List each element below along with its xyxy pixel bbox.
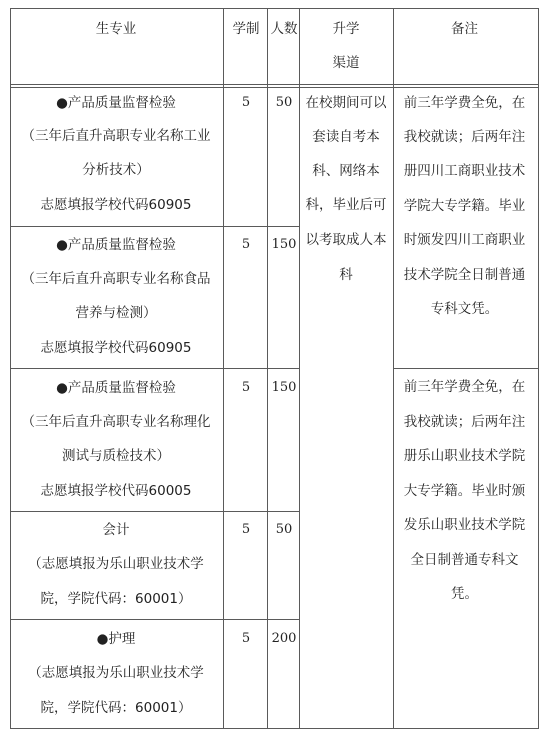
school-code: 志愿填报学校代码60905 bbox=[40, 340, 192, 356]
column-divider bbox=[267, 8, 268, 729]
row-divider bbox=[10, 619, 300, 620]
column-divider bbox=[299, 8, 300, 729]
column-divider bbox=[223, 8, 224, 729]
count-value: 150 bbox=[271, 380, 297, 395]
header-count: 人数 bbox=[270, 21, 298, 37]
major-detail: （志愿填报为乐山职业技术学 bbox=[28, 556, 204, 572]
notes-text: 前三年学费全免，在 bbox=[403, 379, 526, 395]
header-channel: 升学 bbox=[332, 21, 360, 37]
major-name: ●产品质量监督检验 bbox=[56, 237, 176, 253]
header-major: 生专业 bbox=[95, 21, 137, 37]
count-value: 50 bbox=[275, 95, 293, 110]
notes-text: 我校就读；后两年注 bbox=[403, 129, 526, 145]
notes-text: 前三年学费全免，在 bbox=[403, 95, 526, 111]
column-divider bbox=[393, 8, 394, 729]
notes-text: 册四川工商职业技术 bbox=[403, 163, 526, 179]
header-divider bbox=[10, 84, 539, 85]
row-divider bbox=[10, 511, 300, 512]
school-code: 志愿填报学校代码60005 bbox=[40, 483, 192, 499]
channel-text: 科 bbox=[339, 267, 353, 283]
table-border-left bbox=[10, 8, 11, 729]
notes-text: 专科文凭。 bbox=[430, 301, 499, 317]
table-border-right bbox=[538, 8, 539, 729]
major-detail: 分析技术） bbox=[82, 162, 150, 178]
years-value: 5 bbox=[241, 631, 251, 646]
notes-text: 技术学院全日制普通 bbox=[403, 267, 526, 283]
channel-text: 科、网络本 bbox=[312, 163, 380, 179]
channel-text: 套读自考本 bbox=[312, 129, 380, 145]
channel-text: 在校期间可以 bbox=[305, 95, 387, 111]
header-notes: 备注 bbox=[451, 21, 478, 37]
notes-text: 凭。 bbox=[451, 586, 478, 602]
header-years: 学制 bbox=[232, 21, 260, 37]
table-border-bottom bbox=[10, 728, 539, 729]
major-name: ●护理 bbox=[96, 631, 136, 647]
school-code: 院，学院代码：60001） bbox=[40, 591, 192, 607]
school-code: 院，学院代码：60001） bbox=[40, 700, 192, 716]
channel-text: 科，毕业后可 bbox=[305, 197, 387, 213]
count-value: 150 bbox=[271, 237, 297, 252]
notes-text: 时颁发四川工商职业 bbox=[403, 232, 526, 248]
major-name: ●产品质量监督检验 bbox=[56, 380, 176, 396]
table-border-top bbox=[10, 8, 539, 9]
row-divider bbox=[10, 87, 539, 88]
major-detail: 营养与检测） bbox=[75, 305, 157, 321]
channel-text: 以考取成人本 bbox=[305, 232, 387, 248]
notes-text: 发乐山职业技术学院 bbox=[403, 517, 526, 533]
enrollment-table bbox=[10, 8, 539, 729]
years-value: 5 bbox=[241, 237, 251, 252]
count-value: 50 bbox=[275, 522, 293, 537]
count-value: 200 bbox=[271, 631, 297, 646]
row-divider bbox=[10, 368, 300, 369]
notes-text: 全日制普通专科文 bbox=[410, 552, 519, 568]
major-name: ●产品质量监督检验 bbox=[56, 95, 176, 111]
major-detail: 测试与质检技术） bbox=[62, 448, 170, 464]
years-value: 5 bbox=[241, 380, 251, 395]
years-value: 5 bbox=[241, 522, 251, 537]
notes-text: 大专学籍。毕业时颁 bbox=[403, 483, 526, 499]
header-channel: 渠道 bbox=[332, 55, 360, 71]
major-detail: （志愿填报为乐山职业技术学 bbox=[28, 665, 204, 681]
row-divider bbox=[10, 226, 300, 227]
years-value: 5 bbox=[241, 95, 251, 110]
major-name: 会计 bbox=[102, 522, 130, 538]
notes-text: 我校就读；后两年注 bbox=[403, 414, 526, 430]
major-detail: （三年后直升高职专业名称理化 bbox=[21, 414, 211, 430]
notes-divider bbox=[394, 368, 539, 369]
school-code: 志愿填报学校代码60905 bbox=[40, 197, 192, 213]
major-detail: （三年后直升高职专业名称工业 bbox=[21, 128, 211, 144]
notes-text: 学院大专学籍。毕业 bbox=[403, 198, 526, 214]
notes-text: 册乐山职业技术学院 bbox=[403, 448, 526, 464]
major-detail: （三年后直升高职专业名称食品 bbox=[21, 271, 211, 287]
